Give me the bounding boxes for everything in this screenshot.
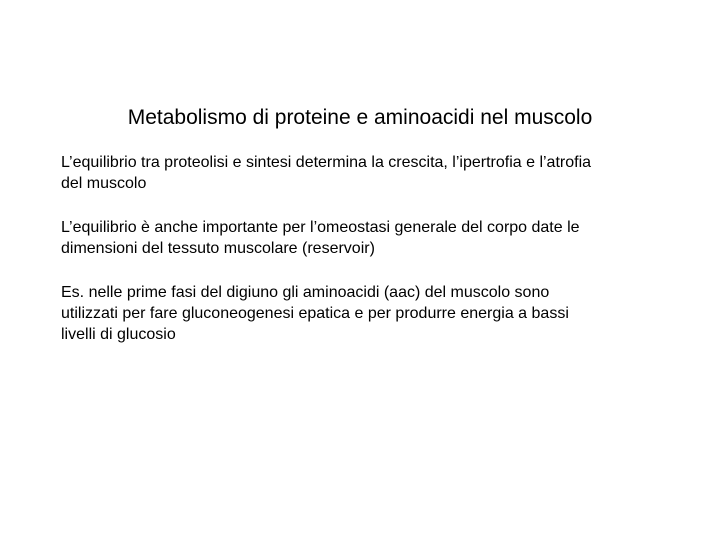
paragraph-equilibrium-growth [61, 152, 681, 194]
slide-title: Metabolismo di proteine e aminoacidi nel muscolo [127, 106, 593, 129]
slide-body [61, 152, 681, 368]
paragraph-line: Es. nelle prime fasi del digiuno gli aminoacidi (aac) del muscolo sono [61, 284, 550, 301]
paragraph-line: del muscolo [61, 175, 147, 192]
paragraph-line: dimensioni del tessuto muscolare (reservoir) [61, 240, 375, 257]
paragraph-line: L’equilibrio tra proteolisi e sintesi determina la crescita, l’ipertrofia e l’atrofia [61, 154, 592, 171]
paragraph-fasting-example [61, 282, 681, 345]
paragraph-line: L’equilibrio è anche importante per l’omeostasi generale del corpo date le [61, 219, 580, 236]
paragraph-line: utilizzati per fare gluconeogenesi epatica e per produrre energia a bassi [61, 305, 569, 322]
paragraph-equilibrium-homeostasis [61, 217, 681, 259]
paragraph-line: livelli di glucosio [61, 326, 176, 343]
